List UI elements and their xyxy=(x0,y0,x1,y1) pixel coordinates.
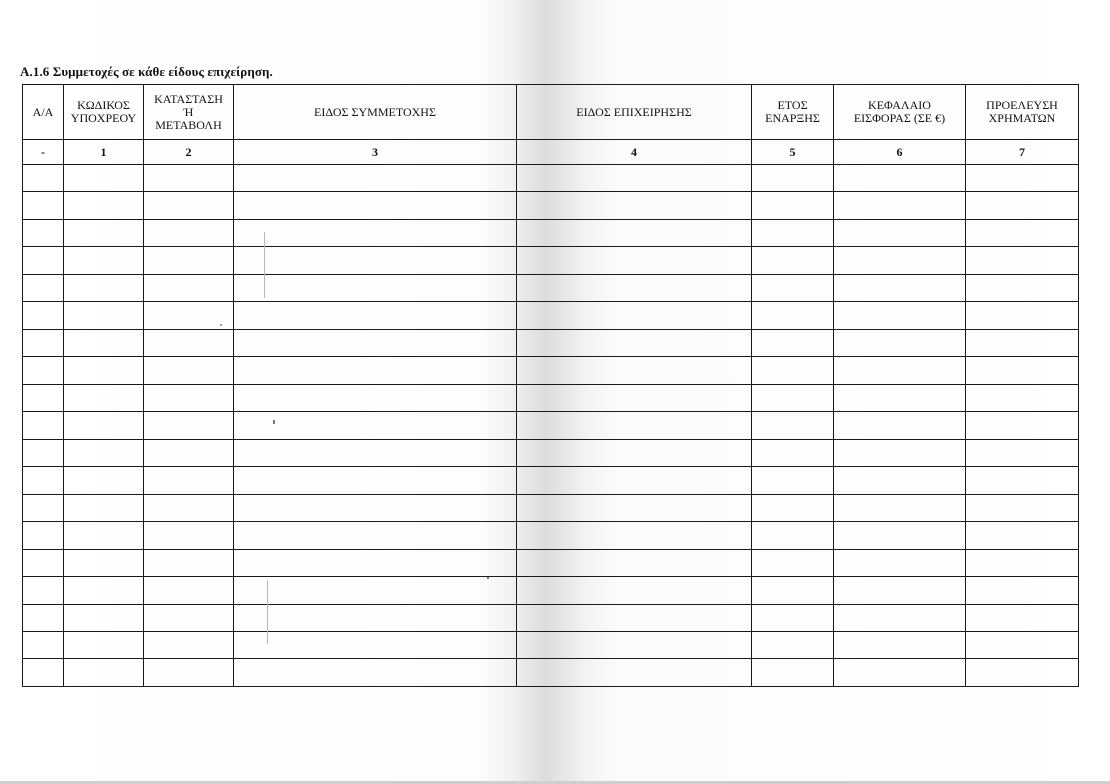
table-cell xyxy=(966,274,1079,301)
table-cell xyxy=(966,604,1079,631)
table-cell xyxy=(834,604,966,631)
table-cell xyxy=(966,165,1079,192)
table-cell xyxy=(64,439,144,466)
header-status-or-change: ΚΑΤΑΣΤΑΣΗ Ή ΜΕΤΑΒΟΛΗ xyxy=(144,85,234,140)
scan-speck xyxy=(487,577,489,579)
table-cell xyxy=(517,412,752,439)
table-cell xyxy=(64,165,144,192)
table-cell xyxy=(23,467,64,494)
table-cell xyxy=(834,247,966,274)
table-cell xyxy=(752,549,834,576)
table-cell xyxy=(144,412,234,439)
table-cell xyxy=(234,412,517,439)
table-row xyxy=(23,165,1079,192)
table-body xyxy=(23,165,1079,687)
table-cell xyxy=(517,329,752,356)
table-cell xyxy=(64,659,144,687)
table-cell xyxy=(64,329,144,356)
table-cell xyxy=(144,549,234,576)
table-cell xyxy=(23,659,64,687)
table-cell xyxy=(517,219,752,246)
table-cell xyxy=(834,274,966,301)
table-cell xyxy=(64,549,144,576)
table-cell xyxy=(966,577,1079,604)
scan-speck xyxy=(267,580,268,644)
table-row xyxy=(23,329,1079,356)
table-cell xyxy=(234,604,517,631)
table-cell xyxy=(834,412,966,439)
table-cell xyxy=(64,192,144,219)
table-cell xyxy=(517,274,752,301)
table-cell xyxy=(834,302,966,329)
header-participation-type: ΕΙΔΟΣ ΣΥΜΜΕΤΟΧΗΣ xyxy=(234,85,517,140)
table-cell xyxy=(234,631,517,658)
table-row xyxy=(23,494,1079,521)
table-cell xyxy=(23,165,64,192)
table-row xyxy=(23,439,1079,466)
table-cell xyxy=(234,219,517,246)
table-cell xyxy=(834,467,966,494)
table-cell xyxy=(834,659,966,687)
table-cell xyxy=(517,439,752,466)
table-row xyxy=(23,219,1079,246)
table-cell xyxy=(752,302,834,329)
table-cell xyxy=(752,467,834,494)
table-cell xyxy=(64,357,144,384)
table-cell xyxy=(23,577,64,604)
table-cell xyxy=(144,219,234,246)
section-title: A.1.6 Συμμετοχές σε κάθε είδους επιχείρηση. xyxy=(20,64,273,79)
table-cell xyxy=(144,439,234,466)
scan-speck xyxy=(264,232,265,298)
table-cell xyxy=(752,439,834,466)
header-aa: Α/Α xyxy=(23,85,64,140)
table-cell xyxy=(64,522,144,549)
table-cell xyxy=(752,384,834,411)
column-number: 7 xyxy=(966,140,1079,165)
table-cell xyxy=(23,219,64,246)
table-cell xyxy=(23,549,64,576)
header-start-year: ΕΤΟΣ ΕΝΑΡΞΗΣ xyxy=(752,85,834,140)
table-cell xyxy=(752,219,834,246)
table-cell xyxy=(144,384,234,411)
column-number: 4 xyxy=(517,140,752,165)
table-cell xyxy=(966,549,1079,576)
table-cell xyxy=(966,494,1079,521)
table-cell xyxy=(966,192,1079,219)
table-cell xyxy=(517,577,752,604)
column-number: 6 xyxy=(834,140,966,165)
table-row xyxy=(23,247,1079,274)
table-cell xyxy=(966,247,1079,274)
table-cell xyxy=(144,522,234,549)
table-cell xyxy=(966,357,1079,384)
table-cell xyxy=(966,412,1079,439)
table-cell xyxy=(64,604,144,631)
table-cell xyxy=(23,522,64,549)
table-cell xyxy=(517,631,752,658)
table-cell xyxy=(23,604,64,631)
table-cell xyxy=(517,604,752,631)
table-cell xyxy=(752,247,834,274)
column-number: 2 xyxy=(144,140,234,165)
table-row xyxy=(23,192,1079,219)
table-cell xyxy=(64,247,144,274)
table-cell xyxy=(23,357,64,384)
table-cell xyxy=(144,494,234,521)
table-cell xyxy=(517,302,752,329)
table-row xyxy=(23,412,1079,439)
table-cell xyxy=(64,631,144,658)
table-cell xyxy=(517,467,752,494)
table-cell xyxy=(144,357,234,384)
table-cell xyxy=(966,467,1079,494)
table-row xyxy=(23,384,1079,411)
table-cell xyxy=(752,192,834,219)
table-cell xyxy=(64,302,144,329)
table-cell xyxy=(23,329,64,356)
table-cell xyxy=(752,329,834,356)
header-source-of-funds: ΠΡΟΕΛΕΥΣΗ ΧΡΗΜΑΤΩΝ xyxy=(966,85,1079,140)
table-cell xyxy=(966,329,1079,356)
table-cell xyxy=(64,219,144,246)
table-cell xyxy=(23,274,64,301)
table-row xyxy=(23,631,1079,658)
table-cell xyxy=(234,467,517,494)
table-cell xyxy=(834,439,966,466)
table-cell xyxy=(234,439,517,466)
table-cell xyxy=(834,219,966,246)
table-cell xyxy=(752,522,834,549)
table-cell xyxy=(517,165,752,192)
table-cell xyxy=(23,247,64,274)
table-cell xyxy=(64,384,144,411)
table-cell xyxy=(517,192,752,219)
table-row xyxy=(23,302,1079,329)
table-cell xyxy=(966,302,1079,329)
table-cell xyxy=(234,357,517,384)
table-cell xyxy=(23,631,64,658)
table-cell xyxy=(234,192,517,219)
table-cell xyxy=(834,329,966,356)
table-cell xyxy=(64,274,144,301)
table-row xyxy=(23,549,1079,576)
table-cell xyxy=(752,412,834,439)
table-cell xyxy=(64,577,144,604)
table-cell xyxy=(834,192,966,219)
table-cell xyxy=(752,494,834,521)
table-cell xyxy=(64,412,144,439)
table-cell xyxy=(834,522,966,549)
table-cell xyxy=(966,659,1079,687)
table-cell xyxy=(23,192,64,219)
table-cell xyxy=(144,467,234,494)
table-cell xyxy=(834,494,966,521)
table-cell xyxy=(144,631,234,658)
header-row xyxy=(23,85,1079,140)
table-row xyxy=(23,659,1079,687)
table-cell xyxy=(234,384,517,411)
table-row xyxy=(23,577,1079,604)
table-cell xyxy=(234,549,517,576)
table-cell xyxy=(834,357,966,384)
participations-table xyxy=(22,84,1079,687)
scan-speck xyxy=(273,420,275,424)
table-row xyxy=(23,357,1079,384)
table-cell xyxy=(234,165,517,192)
table-cell xyxy=(144,192,234,219)
table-cell xyxy=(834,384,966,411)
table-cell xyxy=(144,247,234,274)
table-cell xyxy=(752,165,834,192)
table-cell xyxy=(752,604,834,631)
table-cell xyxy=(144,165,234,192)
header-obligor-code: ΚΩΔΙΚΟΣ ΥΠΟΧΡΕΟΥ xyxy=(64,85,144,140)
column-number: 1 xyxy=(64,140,144,165)
table-cell xyxy=(144,659,234,687)
table-cell xyxy=(517,522,752,549)
table-row xyxy=(23,274,1079,301)
table-cell xyxy=(517,549,752,576)
table-cell xyxy=(752,659,834,687)
table-cell xyxy=(966,384,1079,411)
table-cell xyxy=(144,274,234,301)
table-cell xyxy=(234,659,517,687)
header-contribution-capital: ΚΕΦΑΛΑΙΟ ΕΙΣΦΟΡΑΣ (ΣΕ €) xyxy=(834,85,966,140)
table-cell xyxy=(234,577,517,604)
column-number: 3 xyxy=(234,140,517,165)
table-row xyxy=(23,522,1079,549)
table-cell xyxy=(517,494,752,521)
table-cell xyxy=(144,329,234,356)
table-cell xyxy=(234,494,517,521)
table-cell xyxy=(752,631,834,658)
table-cell xyxy=(23,412,64,439)
table-cell xyxy=(752,274,834,301)
table-cell xyxy=(834,631,966,658)
table-cell xyxy=(834,577,966,604)
scan-speck xyxy=(220,324,222,326)
table-cell xyxy=(234,274,517,301)
table-cell xyxy=(517,357,752,384)
table-cell xyxy=(517,247,752,274)
table-cell xyxy=(23,384,64,411)
table-row xyxy=(23,467,1079,494)
table-cell xyxy=(966,631,1079,658)
column-number-row xyxy=(23,140,1079,165)
column-number: - xyxy=(23,140,64,165)
table-cell xyxy=(64,467,144,494)
table-cell xyxy=(23,302,64,329)
table-cell xyxy=(966,522,1079,549)
table-cell xyxy=(834,165,966,192)
header-business-type: ΕΙΔΟΣ ΕΠΙΧΕΙΡΗΣΗΣ xyxy=(517,85,752,140)
table-cell xyxy=(144,577,234,604)
table-cell xyxy=(517,384,752,411)
table-cell xyxy=(966,219,1079,246)
table-cell xyxy=(834,549,966,576)
table-cell xyxy=(966,439,1079,466)
table-cell xyxy=(23,494,64,521)
table-cell xyxy=(752,577,834,604)
table-cell xyxy=(234,522,517,549)
table-row xyxy=(23,604,1079,631)
table-cell xyxy=(517,659,752,687)
table-cell xyxy=(64,494,144,521)
table-cell xyxy=(144,604,234,631)
table-cell xyxy=(23,439,64,466)
table-cell xyxy=(234,247,517,274)
table-cell xyxy=(234,302,517,329)
table-cell xyxy=(752,357,834,384)
table-cell xyxy=(234,329,517,356)
column-number: 5 xyxy=(752,140,834,165)
